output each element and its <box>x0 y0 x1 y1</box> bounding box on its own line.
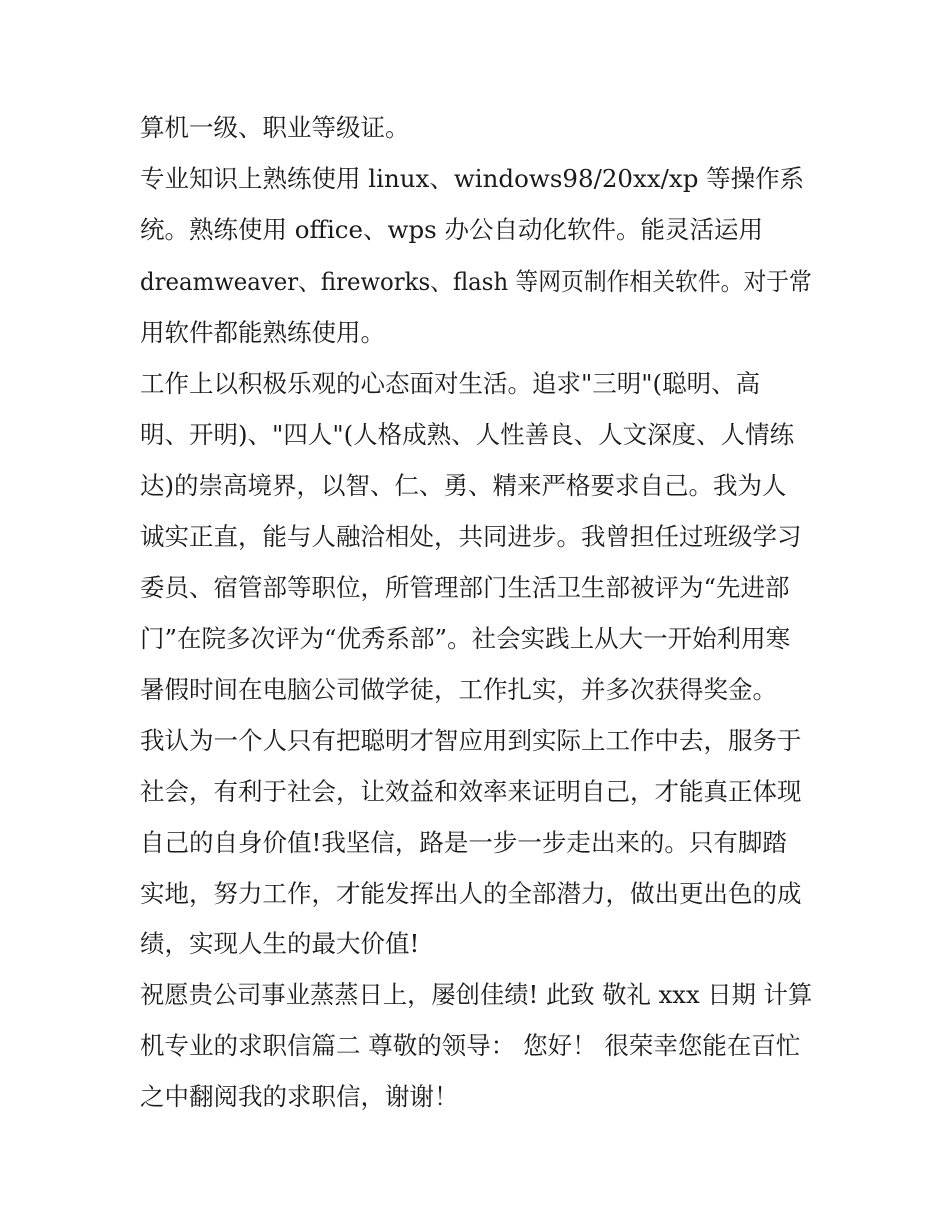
text-line-16: 实地，努力工作，才能发挥出人的全部潜力，做出更出色的成 <box>140 879 802 908</box>
text-line-9: 诚实正直，能与人融洽相处，共同进步。我曾担任过班级学习 <box>140 522 802 551</box>
text-line-18: 祝愿贵公司事业蒸蒸日上，屡创佳绩! 此致 敬礼 xxx 日期 计算 <box>140 980 813 1009</box>
text-line-4: dreamweaver、fireworks、flash 等网页制作相关软件。对于常 <box>140 267 812 296</box>
text-line-8: 达)的崇高境界，以智、仁、勇、精来严格要求自己。我为人 <box>140 471 787 500</box>
text-line-10: 委员、宿管部等职位，所管理部门生活卫生部被评为“先进部 <box>140 573 790 602</box>
text-line-6: 工作上以积极乐观的心态面对生活。追求"三明"(聪明、高 <box>140 369 761 398</box>
text-line-12: 暑假时间在电脑公司做学徒，工作扎实，并多次获得奖金。 <box>140 675 777 704</box>
text-line-14: 社会，有利于社会，让效益和效率来证明自己，才能真正体现 <box>140 777 802 806</box>
text-line-20: 之中翻阅我的求职信，谢谢！ <box>140 1082 459 1111</box>
text-line-3: 统。熟练使用 office、wps 办公自动化软件。能灵活运用 <box>140 215 764 244</box>
text-line-5: 用软件都能熟练使用。 <box>140 318 385 347</box>
text-line-13: 我认为一个人只有把聪明才智应用到实际上工作中去，服务于 <box>140 726 802 755</box>
text-line-19: 机专业的求职信篇二 尊敬的领导： 您好！ 很荣幸您能在百忙 <box>140 1031 801 1060</box>
text-line-11: 门”在院多次评为“优秀系部”。社会实践上从大一开始利用寒 <box>140 624 791 653</box>
text-line-2: 专业知识上熟练使用 linux、windows98/20xx/xp 等操作系 <box>140 164 805 193</box>
text-line-1: 算机一级、职业等级证。 <box>140 113 410 142</box>
text-line-15: 自己的自身价值!我坚信，路是一步一步走出来的。只有脚踏 <box>140 828 787 857</box>
text-line-17: 绩，实现人生的最大价值! <box>140 929 420 958</box>
text-line-7: 明、开明)、"四人"(人格成熟、人性善良、人文深度、人情练 <box>140 420 795 449</box>
